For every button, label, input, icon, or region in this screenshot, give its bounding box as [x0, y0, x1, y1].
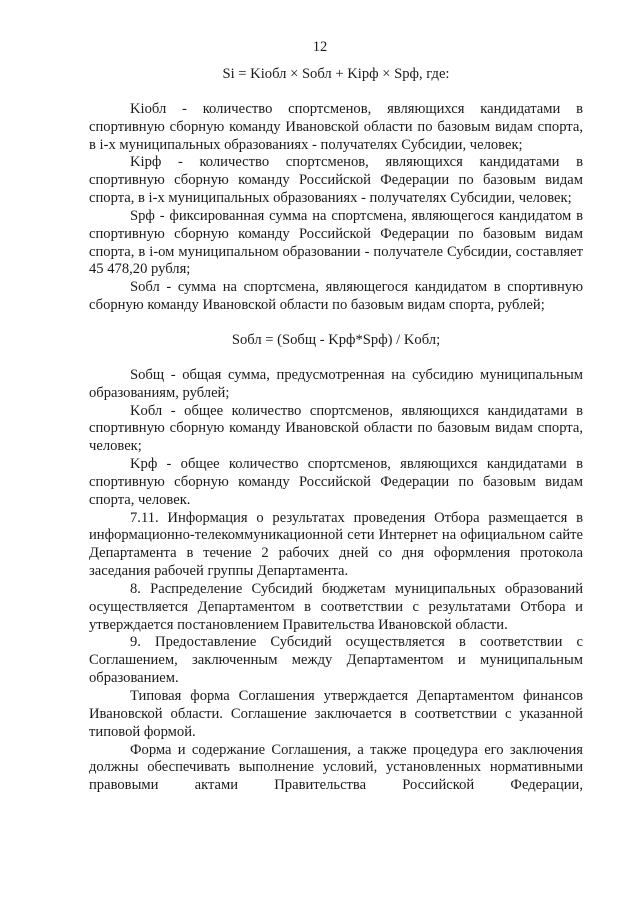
definition-srf: Sрф - фиксированная сумма на спортсмена, являющегося кандидатом в спортивную сборную команду Российской Федерации по базовым видам спорта, в i-ом муниципальном образовании - получателе Субсидии, составляет 45 478,20 рубля;: [89, 207, 583, 278]
formula-subsidy-total: Si = Kiобл × Sобл + Kiрф × Sрф, где:: [222, 66, 450, 82]
paragraph-agreement-form: Форма и содержание Соглашения, а также процедура его заключения должны обеспечивать выполнение условий, установленных нормативными правовыми актами Правительства Российской Федерации,: [89, 741, 583, 794]
clause-9: 9. Предоставление Субсидий осуществляется в соответствии с Соглашением, заключенным между Департаментом и муниципальным образованием.: [89, 634, 583, 687]
definition-kiobl: Kiобл - количество спортсменов, являющихся кандидатами в спортивную сборную команду Ивановской области по базовым видам спорта, в i-х муниципальных образованиях - получателях Субсидии, человек;: [89, 100, 583, 153]
definition-sobl: Sобл - сумма на спортсмена, являющегося кандидатом в спортивную сборную команду Ивановской области по базовым видам спорта, рублей;: [89, 279, 583, 314]
paragraph-standard-form: Типовая форма Соглашения утверждается Департаментом финансов Ивановской области. Соглашение заключается в соответствии с указанной типовой формой.: [89, 688, 583, 740]
definition-krf: Kрф - общее количество спортсменов, являющихся кандидатами в спортивную сборную команду Российской Федерации по базовым видам спорта, человек.: [89, 456, 583, 508]
definition-kirf: Kiрф - количество спортсменов, являющихся кандидатами в спортивную сборную команду Российской Федерации по базовым видам спорта, в i-х муниципальных образованиях - получателях Субсидии, человек;: [89, 154, 583, 207]
clause-7-11: 7.11. Информация о результатах проведения Отбора размещается в информационно-телекоммуникационной сети Интернет на официальном сайте Департамента в течение 2 рабочих дней со дня оформления протокола заседания рабочей группы Департамента.: [89, 509, 583, 580]
clause-8: 8. Распределение Субсидий бюджетам муниципальных образований осуществляется Департаментом в соответствии с результатами Отбора и утверждается постановлением Правительства Ивановской области.: [89, 580, 583, 633]
formula-sobl: Sобл = (Sобщ - Kрф*Sрф) / Kобл;: [231, 331, 441, 348]
document-body: [89, 66, 583, 795]
definition-sobsch: Sобщ - общая сумма, предусмотренная на субсидию муниципальным образованиям, рублей;: [89, 366, 583, 401]
page-number: 12: [312, 39, 328, 55]
definition-kobl: Kобл - общее количество спортсменов, являющихся кандидатами в спортивную сборную команду Ивановской области по базовым видам спорта, человек;: [89, 402, 583, 455]
